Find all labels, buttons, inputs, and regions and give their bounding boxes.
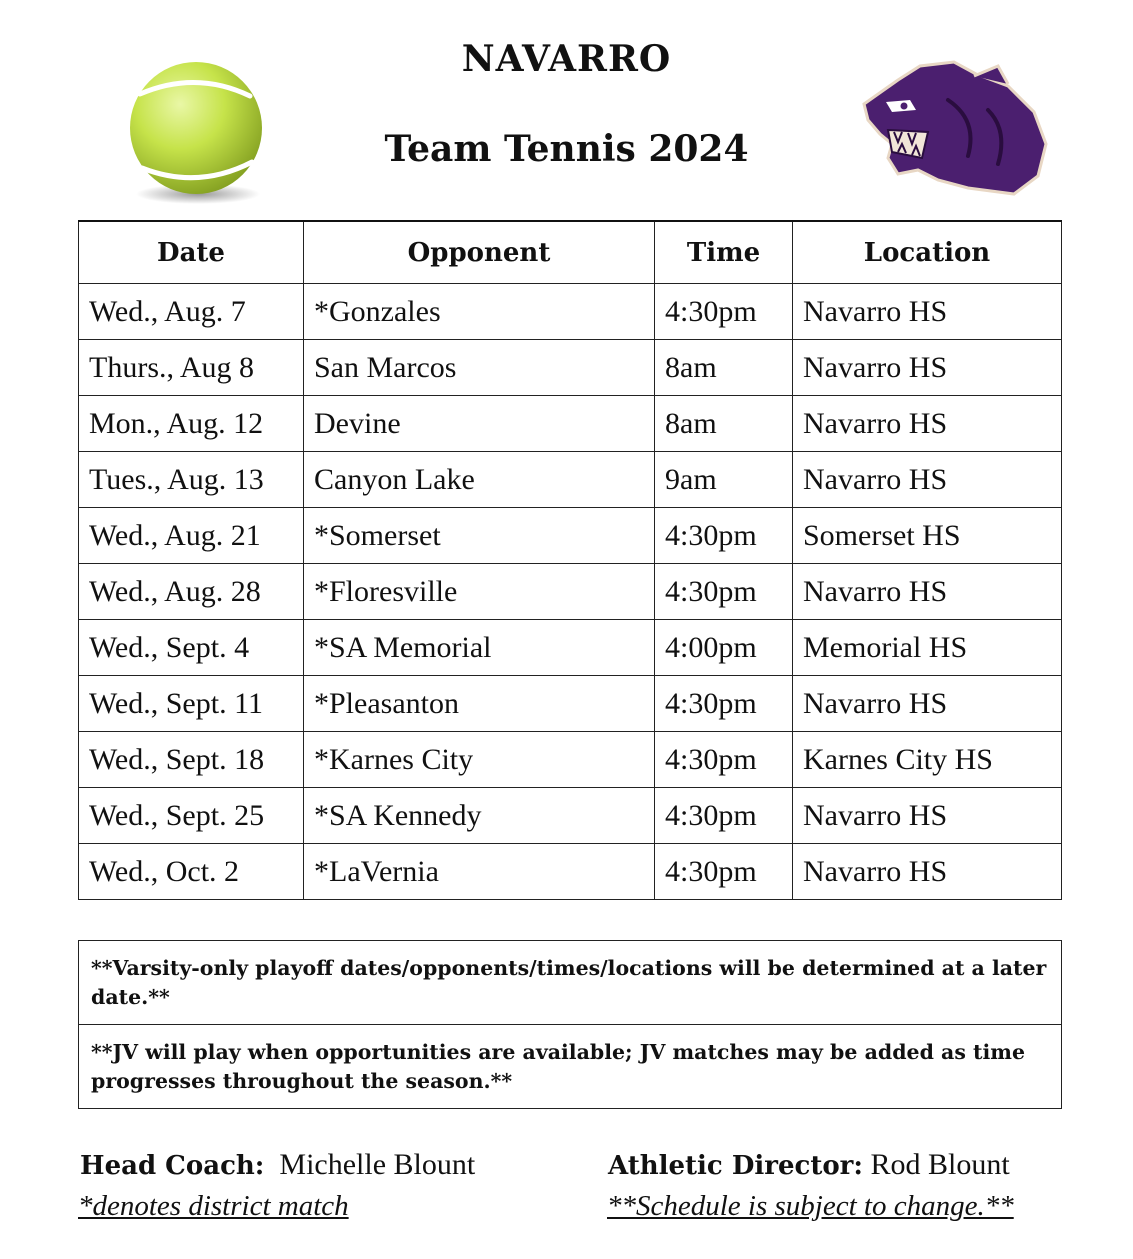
page-title: Team Tennis 2024 bbox=[384, 128, 749, 170]
opponent-cell: *Gonzales bbox=[304, 284, 655, 340]
time-cell: 4:30pm bbox=[655, 788, 793, 844]
table-row bbox=[79, 788, 1062, 844]
location-cell: Navarro HS bbox=[793, 284, 1062, 340]
table-row bbox=[79, 452, 1062, 508]
table-header-row bbox=[79, 221, 1062, 284]
table-row bbox=[79, 676, 1062, 732]
table-row bbox=[79, 732, 1062, 788]
date-cell: Tues., Aug. 13 bbox=[79, 452, 304, 508]
opponent-cell: *Floresville bbox=[304, 564, 655, 620]
panther-mascot-icon bbox=[858, 60, 1048, 196]
location-cell: Navarro HS bbox=[793, 452, 1062, 508]
time-cell: 4:30pm bbox=[655, 508, 793, 564]
column-header-date: Date bbox=[79, 221, 304, 284]
date-cell: Wed., Sept. 18 bbox=[79, 732, 304, 788]
date-cell: Mon., Aug. 12 bbox=[79, 396, 304, 452]
time-cell: 4:00pm bbox=[655, 620, 793, 676]
table-row bbox=[79, 340, 1062, 396]
time-cell: 4:30pm bbox=[655, 676, 793, 732]
opponent-cell: *Karnes City bbox=[304, 732, 655, 788]
column-header-opponent: Opponent bbox=[304, 221, 655, 284]
table-row bbox=[79, 508, 1062, 564]
table-row bbox=[79, 844, 1062, 900]
head-coach-name: Michelle Blount bbox=[279, 1148, 476, 1181]
location-cell: Navarro HS bbox=[793, 340, 1062, 396]
notes-box bbox=[78, 940, 1062, 1109]
head-coach-line bbox=[80, 1148, 475, 1182]
location-cell: Memorial HS bbox=[793, 620, 1062, 676]
head-coach-label: Head Coach: bbox=[80, 1151, 265, 1181]
date-cell: Wed., Sept. 11 bbox=[79, 676, 304, 732]
date-cell: Wed., Aug. 21 bbox=[79, 508, 304, 564]
location-cell: Somerset HS bbox=[793, 508, 1062, 564]
tennis-ball-icon bbox=[118, 56, 274, 206]
table-row bbox=[79, 396, 1062, 452]
time-cell: 4:30pm bbox=[655, 564, 793, 620]
time-cell: 4:30pm bbox=[655, 732, 793, 788]
table-row bbox=[79, 564, 1062, 620]
opponent-cell: *Somerset bbox=[304, 508, 655, 564]
schedule-change-footnote: **Schedule is subject to change.** bbox=[607, 1190, 1014, 1222]
column-header-time: Time bbox=[655, 221, 793, 284]
location-cell: Navarro HS bbox=[793, 844, 1062, 900]
time-cell: 4:30pm bbox=[655, 284, 793, 340]
table-row bbox=[79, 620, 1062, 676]
location-cell: Navarro HS bbox=[793, 396, 1062, 452]
opponent-cell: *Pleasanton bbox=[304, 676, 655, 732]
time-cell: 9am bbox=[655, 452, 793, 508]
opponent-cell: San Marcos bbox=[304, 340, 655, 396]
opponent-cell: Canyon Lake bbox=[304, 452, 655, 508]
athletic-director-label: Athletic Director: bbox=[608, 1151, 863, 1181]
date-cell: Wed., Sept. 4 bbox=[79, 620, 304, 676]
table-row bbox=[79, 284, 1062, 340]
opponent-cell: *SA Memorial bbox=[304, 620, 655, 676]
varsity-playoff-note: **Varsity-only playoff dates/opponents/times/locations will be determined at a later date.** bbox=[91, 956, 1047, 1009]
date-cell: Wed., Aug. 7 bbox=[79, 284, 304, 340]
opponent-cell: *SA Kennedy bbox=[304, 788, 655, 844]
schedule-table bbox=[78, 220, 1062, 900]
time-cell: 8am bbox=[655, 396, 793, 452]
column-header-location: Location bbox=[793, 221, 1062, 284]
date-cell: Wed., Oct. 2 bbox=[79, 844, 304, 900]
time-cell: 4:30pm bbox=[655, 844, 793, 900]
location-cell: Navarro HS bbox=[793, 564, 1062, 620]
location-cell: Navarro HS bbox=[793, 788, 1062, 844]
date-cell: Thurs., Aug 8 bbox=[79, 340, 304, 396]
time-cell: 8am bbox=[655, 340, 793, 396]
date-cell: Wed., Aug. 28 bbox=[79, 564, 304, 620]
jv-note: **JV will play when opportunities are available; JV matches may be added as time progresses throughout the season.** bbox=[79, 1024, 1061, 1108]
school-name: NAVARRO bbox=[461, 38, 672, 80]
opponent-cell: *LaVernia bbox=[304, 844, 655, 900]
opponent-cell: Devine bbox=[304, 396, 655, 452]
date-cell: Wed., Sept. 25 bbox=[79, 788, 304, 844]
location-cell: Karnes City HS bbox=[793, 732, 1062, 788]
location-cell: Navarro HS bbox=[793, 676, 1062, 732]
athletic-director-line bbox=[608, 1148, 1010, 1182]
district-match-footnote: *denotes district match bbox=[78, 1190, 349, 1222]
athletic-director-name: Rod Blount bbox=[870, 1148, 1010, 1181]
